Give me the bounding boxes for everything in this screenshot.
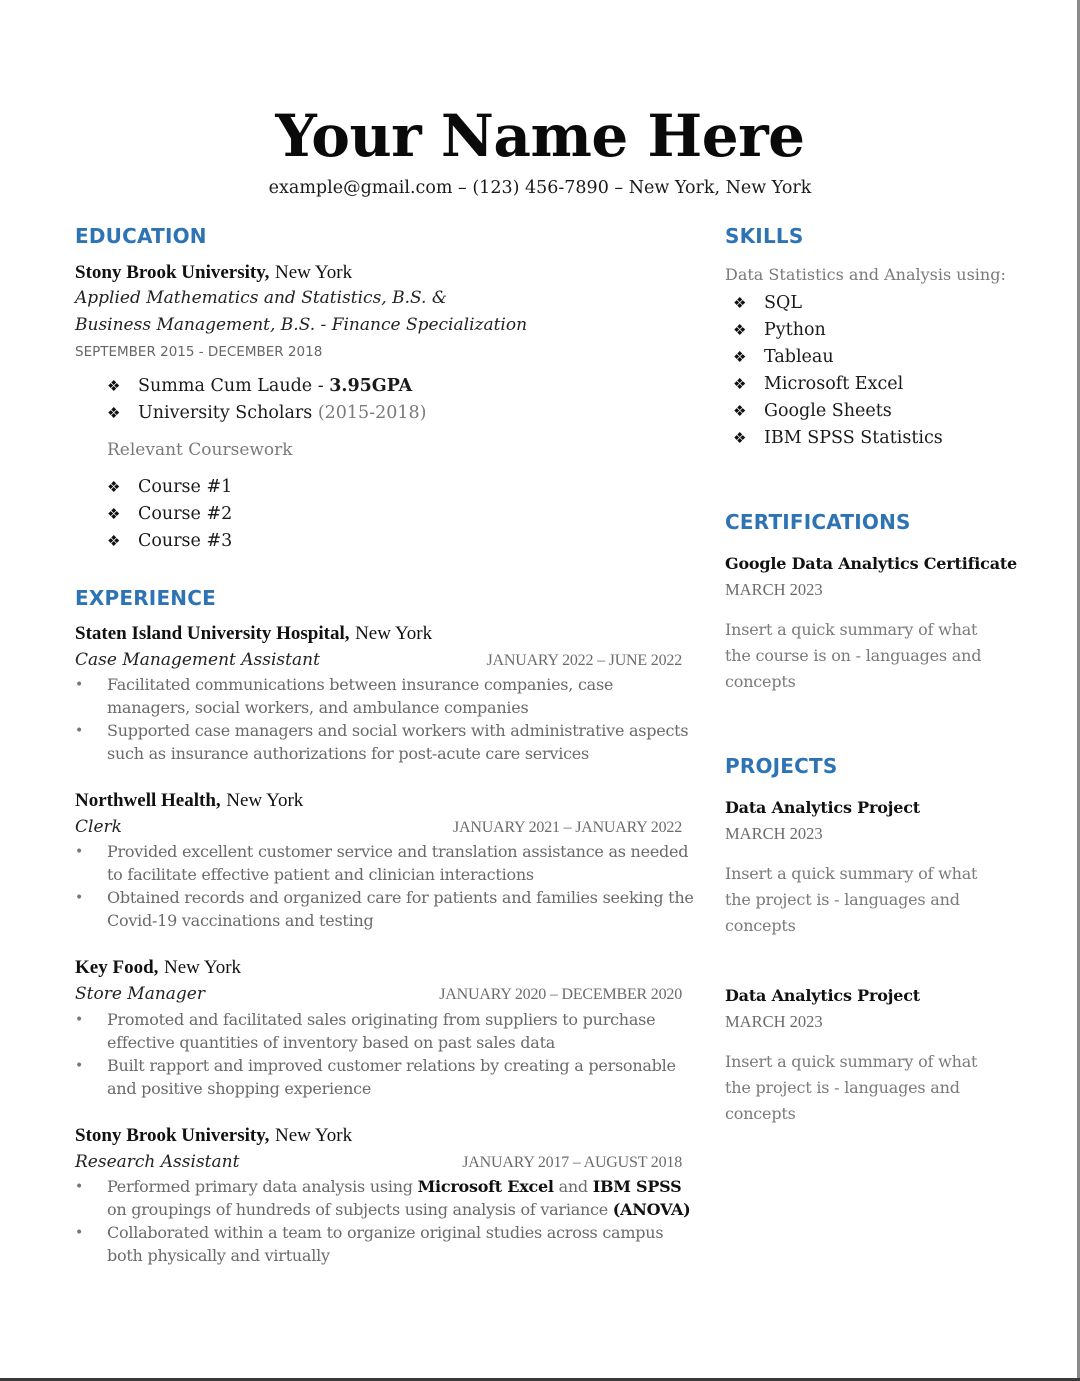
bullet-dot-icon: • [75, 1225, 84, 1241]
bullet-dot-icon: • [75, 1058, 84, 1074]
job-bullet: • Supported case managers and social workers with administrative aspects such as insurance authorizations for post-acute care services [75, 721, 689, 763]
job-role: Research Assistant [75, 1152, 240, 1172]
skill-item: ❖ SQL [733, 290, 943, 317]
course-item: ❖ Course #3 [107, 528, 232, 555]
honors-list [107, 373, 426, 427]
project-date: MARCH 2023 [725, 1012, 823, 1031]
education-school [75, 261, 352, 285]
degree-line-2: Business Management, B.S. - Finance Specialization [75, 315, 528, 335]
experience-heading: EXPERIENCE [75, 586, 216, 610]
job-bullet: • Provided excellent customer service and translation assistance as needed to facilitate effective patient and clinician interactions [75, 842, 689, 884]
bullet-dot-icon: • [75, 890, 84, 906]
diamond-bullet-icon: ❖ [733, 375, 747, 393]
job-org: Northwell Health, New York [75, 790, 304, 811]
diamond-bullet-icon: ❖ [733, 348, 747, 366]
project-summary: Insert a quick summary of what the project is - languages and concepts [725, 1052, 978, 1123]
diamond-bullet-icon: ❖ [733, 321, 747, 339]
bullet-dot-icon: • [75, 723, 84, 739]
skill-item: ❖ Tableau [733, 344, 943, 371]
job-bullets [75, 674, 695, 766]
job-bullets [75, 1176, 695, 1268]
skill-item: ❖ Microsoft Excel [733, 371, 943, 398]
honor-item: ❖ University Scholars (2015-2018) [107, 400, 426, 427]
skills-intro: Data Statistics and Analysis using: [725, 265, 1006, 284]
diamond-bullet-icon: ❖ [733, 402, 747, 420]
diamond-bullet-icon: ❖ [107, 404, 121, 422]
certification-title: Google Data Analytics Certificate [725, 554, 1018, 573]
skills-list [733, 290, 943, 452]
skill-item: ❖ Python [733, 317, 943, 344]
job-role: Clerk [75, 817, 122, 837]
diamond-bullet-icon: ❖ [733, 294, 747, 312]
job-role: Store Manager [75, 984, 205, 1004]
education-heading: EDUCATION [75, 224, 207, 248]
course-list [107, 474, 232, 555]
diamond-bullet-icon: ❖ [107, 532, 121, 550]
job-dates: JANUARY 2020 – DECEMBER 2020 [439, 986, 682, 1003]
job-bullet: • Performed primary data analysis using Microsoft Excel and IBM SPSS on groupings of hundreds of subjects using analysis of variance (ANOVA) [75, 1177, 691, 1219]
skill-item: ❖ Google Sheets [733, 398, 943, 425]
skill-item: ❖ IBM SPSS Statistics [733, 425, 943, 452]
contact-line: example@gmail.com – (123) 456-7890 – New York, New York [268, 178, 812, 198]
course-item: ❖ Course #1 [107, 474, 232, 501]
project-date: MARCH 2023 [725, 824, 823, 843]
certifications-heading: CERTIFICATIONS [725, 510, 911, 534]
project-title: Data Analytics Project [725, 986, 920, 1005]
job-dates: JANUARY 2021 – JANUARY 2022 [453, 819, 682, 836]
job-bullets [75, 841, 695, 933]
job-bullet: • Obtained records and organized care for patients and families seeking the Covid-19 vaccinations and testing [75, 888, 694, 930]
diamond-bullet-icon: ❖ [107, 478, 121, 496]
bullet-dot-icon: • [75, 844, 84, 860]
diamond-bullet-icon: ❖ [733, 429, 747, 447]
job-bullet: • Built rapport and improved customer relations by creating a personable and positive shopping experience [75, 1056, 676, 1098]
certification-summary: Insert a quick summary of what the course is on - languages and concepts [725, 620, 982, 691]
job-org: Stony Brook University, New York [75, 1125, 353, 1146]
bullet-dot-icon: • [75, 1179, 84, 1195]
job-org: Staten Island University Hospital, New York [75, 623, 433, 644]
course-item: ❖ Course #2 [107, 501, 232, 528]
honor-item: ❖ Summa Cum Laude - 3.95GPA [107, 373, 426, 400]
job-bullet: • Collaborated within a team to organize original studies across campus both physically and virtually [75, 1223, 664, 1265]
job-dates: JANUARY 2017 – AUGUST 2018 [462, 1154, 682, 1171]
diamond-bullet-icon: ❖ [107, 377, 121, 395]
job-role: Case Management Assistant [75, 650, 320, 670]
project-title: Data Analytics Project [725, 798, 920, 817]
bullet-dot-icon: • [75, 1012, 84, 1028]
project-summary: Insert a quick summary of what the project is - languages and concepts [725, 864, 978, 935]
degree-line-1: Applied Mathematics and Statistics, B.S. & [75, 288, 447, 308]
certification-date: MARCH 2023 [725, 580, 823, 599]
bullet-dot-icon: • [75, 677, 84, 693]
projects-heading: PROJECTS [725, 754, 838, 778]
diamond-bullet-icon: ❖ [107, 505, 121, 523]
job-bullet: • Promoted and facilitated sales originating from suppliers to purchase effective quantities of inventory based on past sales data [75, 1010, 656, 1052]
coursework-label: Relevant Coursework [107, 440, 293, 460]
candidate-name: Your Name Here [275, 102, 805, 170]
school-location: New York [275, 262, 353, 283]
job-org: Key Food, New York [75, 957, 242, 978]
job-bullet: • Facilitated communications between insurance companies, case managers, social workers, and ambulance companies [75, 675, 614, 717]
job-dates: JANUARY 2022 – JUNE 2022 [486, 652, 682, 669]
school-name: Stony Brook University, [75, 262, 270, 283]
job-bullets [75, 1009, 695, 1101]
education-dates: SEPTEMBER 2015 - DECEMBER 2018 [75, 344, 323, 360]
skills-heading: SKILLS [725, 224, 804, 248]
